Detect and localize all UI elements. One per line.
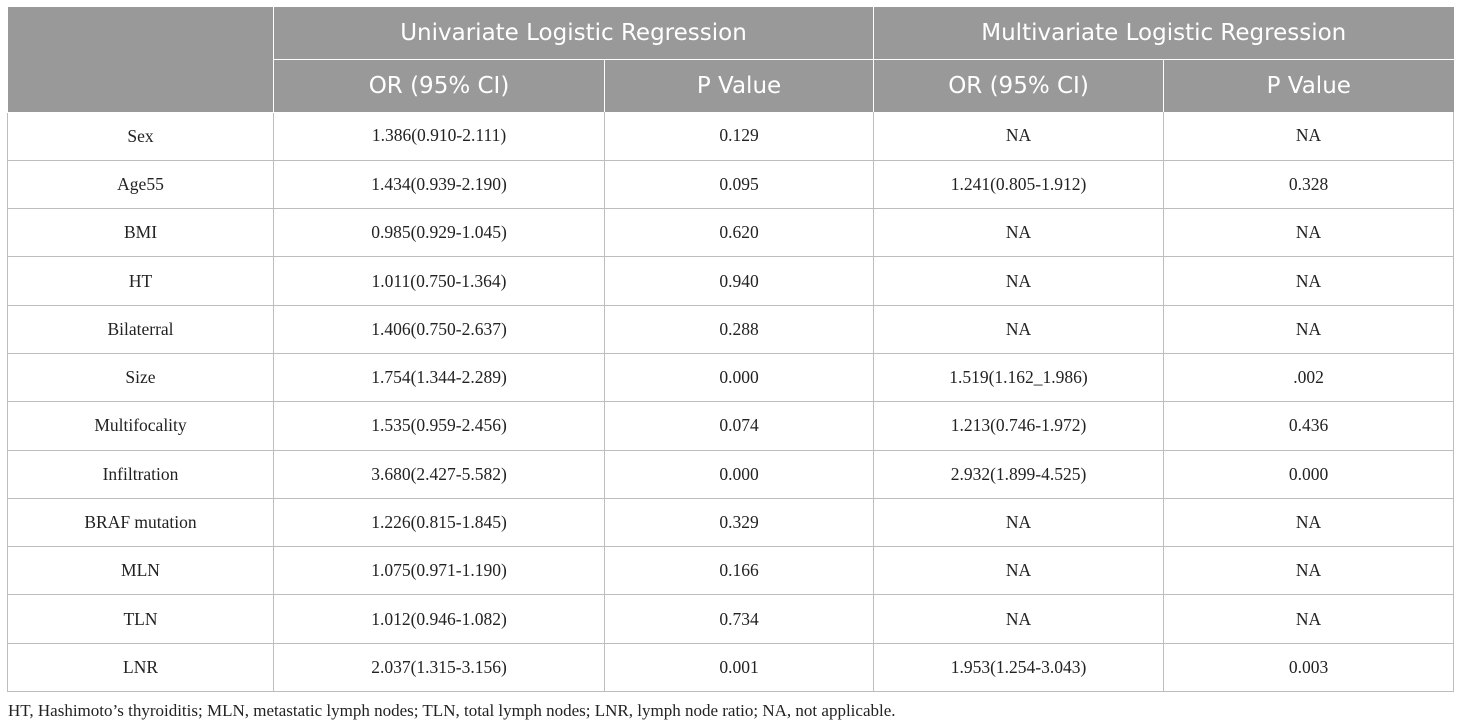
table-row [8, 595, 1454, 643]
table-footnote: HT, Hashimoto’s thyroiditis; MLN, metastatic lymph nodes; TLN, total lymph nodes; LNR, lymph node ratio; NA, not applicable. [8, 701, 896, 720]
cell-uni-or: 1.226(0.815-1.845) [274, 498, 605, 546]
cell-uni-p: 0.329 [605, 498, 874, 546]
cell-variable: Bilaterral [8, 305, 274, 353]
cell-multi-p: NA [1164, 498, 1454, 546]
table-row [8, 112, 1454, 160]
table-row [8, 547, 1454, 595]
cell-uni-p: 0.001 [605, 643, 874, 691]
cell-uni-or: 1.535(0.959-2.456) [274, 402, 605, 450]
table-row [8, 498, 1454, 546]
regression-table-container [7, 7, 1453, 692]
cell-multi-p: NA [1164, 595, 1454, 643]
cell-variable: HT [8, 257, 274, 305]
cell-multi-or: 1.213(0.746-1.972) [874, 402, 1164, 450]
cell-variable: MLN [8, 547, 274, 595]
cell-uni-or: 1.406(0.750-2.637) [274, 305, 605, 353]
cell-multi-p: 0.436 [1164, 402, 1454, 450]
cell-multi-p: .002 [1164, 353, 1454, 401]
cell-variable: Sex [8, 112, 274, 160]
cell-variable: BRAF mutation [8, 498, 274, 546]
table-body [8, 112, 1454, 692]
cell-uni-or: 2.037(1.315-3.156) [274, 643, 605, 691]
cell-uni-p: 0.620 [605, 209, 874, 257]
header-row-groups [8, 7, 1454, 60]
cell-multi-or: NA [874, 257, 1164, 305]
cell-multi-or: NA [874, 595, 1164, 643]
cell-multi-p: 0.000 [1164, 450, 1454, 498]
header-multivariate: Multivariate Logistic Regression [874, 7, 1454, 60]
cell-multi-or: NA [874, 498, 1164, 546]
table-row [8, 450, 1454, 498]
cell-uni-p: 0.734 [605, 595, 874, 643]
cell-variable: BMI [8, 209, 274, 257]
header-uni-p: P Value [605, 60, 874, 113]
table-row [8, 353, 1454, 401]
cell-multi-p: NA [1164, 112, 1454, 160]
cell-variable: Multifocality [8, 402, 274, 450]
cell-uni-p: 0.000 [605, 450, 874, 498]
cell-uni-or: 1.075(0.971-1.190) [274, 547, 605, 595]
cell-uni-p: 0.000 [605, 353, 874, 401]
cell-uni-p: 0.095 [605, 160, 874, 208]
cell-multi-p: 0.003 [1164, 643, 1454, 691]
cell-multi-or: 1.241(0.805-1.912) [874, 160, 1164, 208]
cell-multi-or: 2.932(1.899-4.525) [874, 450, 1164, 498]
table-row [8, 257, 1454, 305]
cell-uni-p: 0.940 [605, 257, 874, 305]
cell-multi-p: NA [1164, 305, 1454, 353]
cell-uni-or: 1.434(0.939-2.190) [274, 160, 605, 208]
cell-uni-or: 1.011(0.750-1.364) [274, 257, 605, 305]
cell-uni-p: 0.166 [605, 547, 874, 595]
header-multi-p: P Value [1164, 60, 1454, 113]
cell-uni-or: 1.754(1.344-2.289) [274, 353, 605, 401]
cell-multi-or: NA [874, 209, 1164, 257]
cell-uni-p: 0.288 [605, 305, 874, 353]
cell-multi-or: 1.953(1.254-3.043) [874, 643, 1164, 691]
cell-multi-or: 1.519(1.162_1.986) [874, 353, 1164, 401]
cell-uni-or: 1.386(0.910-2.111) [274, 112, 605, 160]
cell-multi-or: NA [874, 547, 1164, 595]
header-corner-cell [8, 7, 274, 112]
cell-uni-p: 0.074 [605, 402, 874, 450]
regression-table [7, 7, 1454, 692]
table-row [8, 160, 1454, 208]
header-multi-or: OR (95% CI) [874, 60, 1164, 113]
cell-multi-p: NA [1164, 209, 1454, 257]
cell-multi-p: 0.328 [1164, 160, 1454, 208]
cell-variable: Size [8, 353, 274, 401]
cell-uni-or: 3.680(2.427-5.582) [274, 450, 605, 498]
cell-uni-p: 0.129 [605, 112, 874, 160]
table-row [8, 402, 1454, 450]
cell-multi-or: NA [874, 112, 1164, 160]
cell-multi-p: NA [1164, 547, 1454, 595]
header-uni-or: OR (95% CI) [274, 60, 605, 113]
cell-variable: Infiltration [8, 450, 274, 498]
table-row [8, 643, 1454, 691]
cell-variable: LNR [8, 643, 274, 691]
table-row [8, 209, 1454, 257]
cell-multi-or: NA [874, 305, 1164, 353]
cell-multi-p: NA [1164, 257, 1454, 305]
cell-variable: TLN [8, 595, 274, 643]
cell-uni-or: 1.012(0.946-1.082) [274, 595, 605, 643]
cell-variable: Age55 [8, 160, 274, 208]
table-row [8, 305, 1454, 353]
cell-uni-or: 0.985(0.929-1.045) [274, 209, 605, 257]
table-header [8, 7, 1454, 112]
header-univariate: Univariate Logistic Regression [274, 7, 874, 60]
